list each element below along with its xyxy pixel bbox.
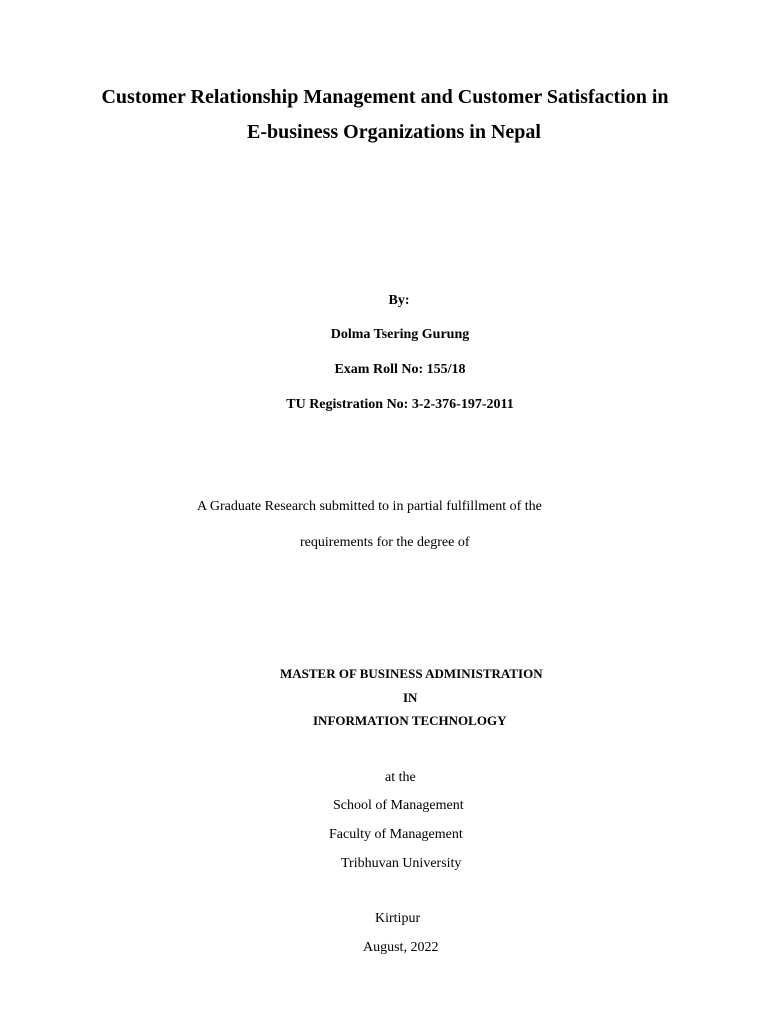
exam-roll-number: Exam Roll No: 155/18: [334, 362, 466, 377]
place-name: Kirtipur: [375, 911, 421, 926]
author-name: Dolma Tsering Gurung: [330, 327, 470, 342]
tu-registration-number: TU Registration No: 3-2-376-197-2011: [286, 397, 514, 412]
degree-line-2: IN: [403, 690, 418, 705]
submission-line-2: requirements for the degree of: [300, 535, 470, 550]
title-line-1: Customer Relationship Management and Customer Satisfaction in: [101, 86, 669, 108]
submission-line-1: A Graduate Research submitted to in partial fulfillment of the: [197, 499, 542, 514]
degree-line-1: MASTER OF BUSINESS ADMINISTRATION: [280, 666, 543, 681]
university-name: Tribhuvan University: [341, 856, 462, 871]
submission-date: August, 2022: [363, 940, 439, 955]
faculty-name: Faculty of Management: [329, 827, 463, 842]
by-label: By:: [388, 293, 410, 308]
title-line-2: E-business Organizations in Nepal: [247, 121, 541, 143]
degree-line-3: INFORMATION TECHNOLOGY: [313, 713, 507, 728]
school-name: School of Management: [333, 798, 464, 813]
at-the-label: at the: [385, 770, 416, 785]
